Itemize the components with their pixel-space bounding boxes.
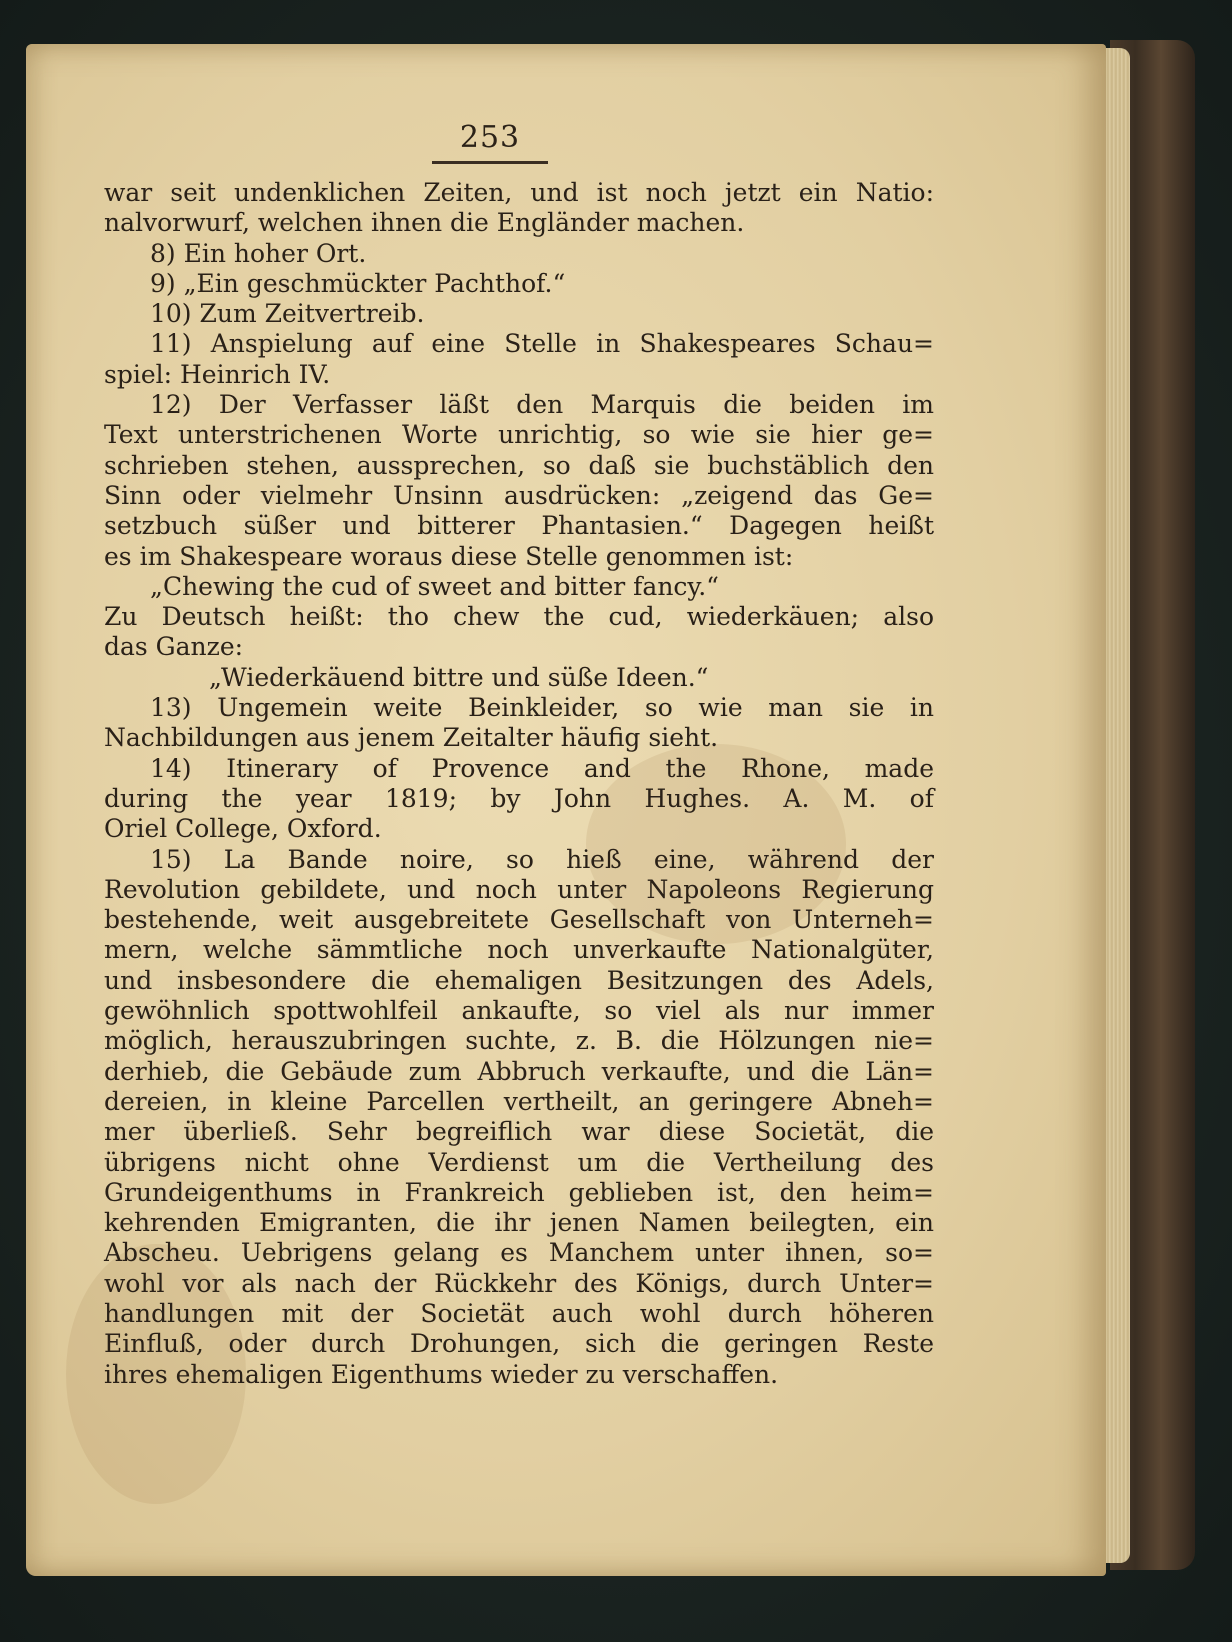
- text-line: Nachbildungen aus jenem Zeitalter häufig sieht.: [104, 723, 719, 753]
- text-line: Text unterstrichenen Worte unrichtig, so wie sie hier ge=: [104, 420, 934, 450]
- text-line: 11) Anspielung auf eine Stelle in Shakespeares Schau=: [150, 329, 934, 359]
- text-line: war seit undenklichen Zeiten, und ist noch jetzt ein Natio:: [104, 178, 934, 207]
- text-line: mern, welche sämmtliche noch unverkaufte Nationalgüter,: [104, 935, 934, 965]
- text-line: 12) Der Verfasser läßt den Marquis die beiden im: [150, 390, 934, 420]
- page-number: 253: [459, 120, 521, 155]
- page-number-rule: [432, 161, 548, 164]
- text-line: 9) „Ein geschmückter Pachthof.“: [150, 268, 566, 298]
- text-line: es im Shakespeare woraus diese Stelle genommen ist:: [104, 541, 794, 571]
- text-line: Revolution gebildete, und noch unter Napoleons Regierung: [104, 874, 934, 904]
- text-line: during the year 1819; by John Hughes. A. M. of: [104, 783, 934, 813]
- text-line: Sinn oder vielmehr Unsinn ausdrücken: „zeigend das Ge=: [104, 480, 934, 510]
- text-line: „Chewing the cud of sweet and bitter fancy.“: [150, 571, 719, 601]
- text-line: 8) Ein hoher Ort.: [150, 238, 367, 268]
- text-line: und insbesondere die ehemaligen Besitzungen des Adels,: [104, 965, 934, 995]
- text-line: 13) Ungemein weite Beinkleider, so wie man sie in: [150, 693, 934, 723]
- text-line: bestehende, weit ausgebreitete Gesellschaft von Unterneh=: [104, 905, 934, 935]
- text-line: übrigens nicht ohne Verdienst um die Vertheilung des: [104, 1147, 934, 1177]
- text-line: schrieben stehen, aussprechen, so daß sie buchstäblich den: [104, 450, 934, 480]
- text-line: Einfluß, oder durch Drohungen, sich die geringen Reste: [104, 1329, 934, 1359]
- text-line: das Ganze:: [104, 632, 244, 662]
- text-line: kehrenden Emigranten, die ihr jenen Namen beilegten, ein: [104, 1208, 934, 1238]
- page-text: [104, 178, 934, 1390]
- text-line: möglich, herauszubringen suchte, z. B. die Hölzungen nie=: [104, 1026, 934, 1056]
- text-line: wohl vor als nach der Rückkehr des Königs, durch Unter=: [104, 1268, 934, 1298]
- text-line: 10) Zum Zeitvertreib.: [150, 299, 425, 329]
- text-line: spiel: Heinrich IV.: [104, 359, 331, 389]
- text-line: derhieb, die Gebäude zum Abbruch verkaufte, und die Län=: [104, 1056, 934, 1086]
- text-line: handlungen mit der Societät auch wohl durch höheren: [104, 1298, 934, 1328]
- text-line: Oriel College, Oxford.: [104, 814, 382, 844]
- text-line: Zu Deutsch heißt: tho chew the cud, wiederkäuen; also: [104, 602, 934, 632]
- text-line: nalvorwurf, welchen ihnen die Engländer machen.: [104, 208, 745, 238]
- text-line: „Wiederkäuend bittre und süße Ideen.“: [209, 662, 709, 692]
- text-line: 14) Itinerary of Provence and the Rhone, made: [150, 753, 934, 783]
- text-line: setzbuch süßer und bitterer Phantasien.“ Dagegen heißt: [104, 511, 934, 541]
- text-line: 15) La Bande noire, so hieß eine, während der: [150, 844, 934, 874]
- text-line: mer überließ. Sehr begreiflich war diese Societät, die: [104, 1117, 934, 1147]
- text-line: Abscheu. Uebrigens gelang es Manchem unter ihnen, so=: [104, 1238, 934, 1268]
- text-line: Grundeigenthums in Frankreich geblieben ist, den heim=: [104, 1177, 934, 1207]
- text-line: gewöhnlich spottwohlfeil ankaufte, so viel als nur immer: [104, 996, 934, 1026]
- text-line: ihres ehemaligen Eigenthums wieder zu verschaffen.: [104, 1359, 779, 1389]
- text-line: dereien, in kleine Parcellen vertheilt, an geringere Abneh=: [104, 1086, 934, 1116]
